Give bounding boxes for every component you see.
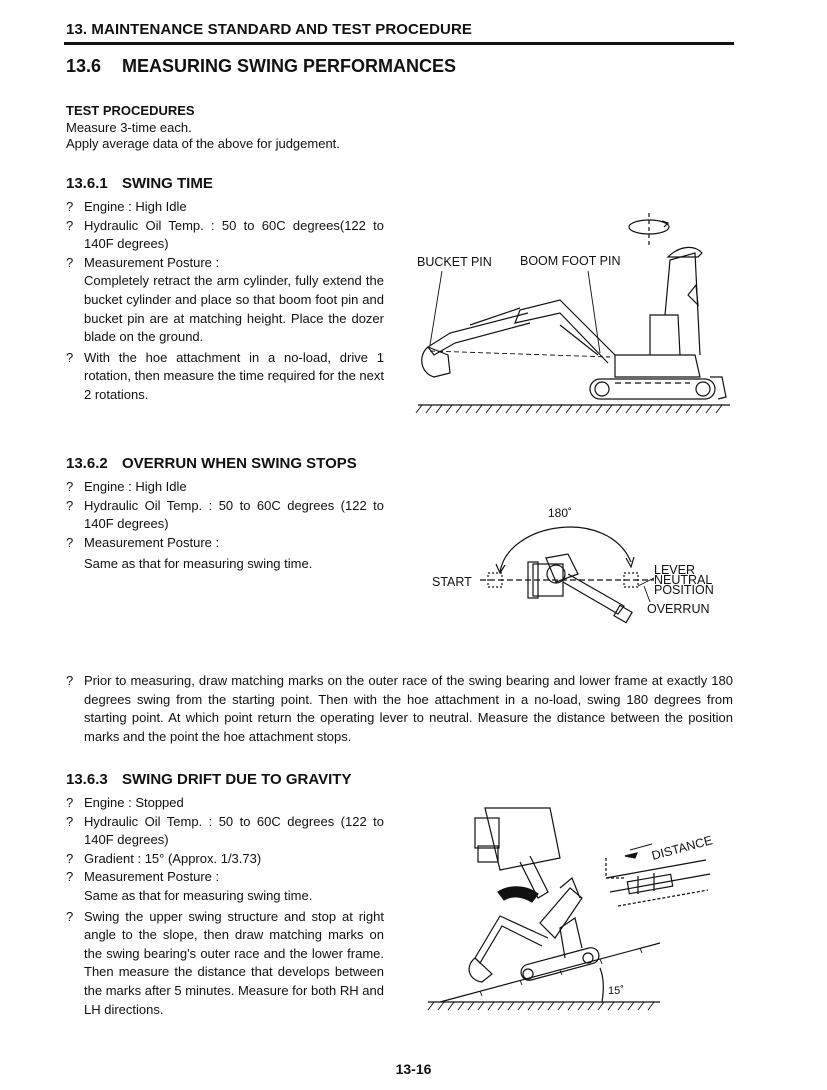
ground-hatch <box>416 405 722 413</box>
subsection-number: 13.6.3 <box>66 771 108 788</box>
overrun-note <box>66 672 733 746</box>
list-item-text: Measurement Posture : <box>84 254 220 270</box>
test-procedures-line: Apply average data of the above for judgement. <box>66 136 340 151</box>
list-item <box>66 497 384 534</box>
canopy <box>665 253 700 355</box>
label-start: START <box>432 575 472 589</box>
list-item <box>66 198 384 217</box>
subsection-title-overrun <box>66 455 357 472</box>
swing-time-figure <box>410 205 740 430</box>
list-item-text: Measurement Posture : <box>84 869 220 885</box>
leader-bucket-pin <box>430 271 442 345</box>
label-boom-foot-pin: BOOM FOOT PIN <box>520 254 621 268</box>
swing-arc <box>500 527 631 572</box>
list-item <box>66 868 384 887</box>
arm <box>475 916 548 963</box>
list-item <box>66 908 384 1020</box>
ground-hatch <box>428 1002 654 1010</box>
list-item-text: Engine : Stopped <box>84 795 184 810</box>
section-title <box>66 56 456 77</box>
bullet-marker: ? <box>66 908 74 924</box>
overrun-figure <box>428 502 728 632</box>
rotation-symbol <box>629 213 669 247</box>
bullet-marker: ? <box>66 869 74 885</box>
drift-list <box>66 794 384 1019</box>
subsection-title-text: OVERRUN WHEN SWING STOPS <box>122 455 357 472</box>
list-item <box>66 534 384 553</box>
swing-arrow <box>498 887 538 902</box>
subsection-number: 13.6.1 <box>66 175 108 192</box>
list-item-text: Hydraulic Oil Temp. : 50 to 60C degrees(122 to 140F degrees) <box>84 217 384 252</box>
list-item <box>66 672 733 746</box>
arm <box>428 313 530 355</box>
label-180: 180˚ <box>548 506 573 520</box>
overrun-list <box>66 478 384 574</box>
label-overrun: OVERRUN <box>647 602 710 616</box>
subsection-title-text: SWING DRIFT DUE TO GRAVITY <box>122 771 352 788</box>
bullet-marker: ? <box>66 349 74 365</box>
label-distance: DISTANCE <box>650 833 714 863</box>
list-item <box>66 217 384 254</box>
list-item <box>66 850 384 869</box>
track <box>519 946 600 982</box>
upper-body <box>615 355 700 377</box>
list-item-text: Measurement Posture : <box>84 534 220 550</box>
bullet-marker: ? <box>66 850 74 866</box>
list-item <box>66 794 384 813</box>
bullet-marker: ? <box>66 795 74 810</box>
bullet-marker: ? <box>66 254 74 270</box>
subsection-number: 13.6.2 <box>66 455 108 472</box>
slope-line <box>440 943 660 1002</box>
posture-text: Same as that for measuring swing time. <box>84 556 313 572</box>
section-title-text: MEASURING SWING PERFORMANCES <box>122 56 457 76</box>
list-item <box>66 813 384 850</box>
label-lever-3: POSITION <box>654 583 714 597</box>
track-wheel <box>595 382 609 396</box>
subsection-title-swing-time <box>66 175 213 192</box>
list-item-text: Hydraulic Oil Temp. : 50 to 60C degrees (122 to 140F degrees) <box>84 497 384 532</box>
bullet-marker: ? <box>66 199 74 214</box>
subsection-title-drift <box>66 771 351 788</box>
label-bucket-pin: BUCKET PIN <box>417 255 492 269</box>
list-item-text: Swing the upper swing structure and stop at right angle to the slope, then draw matching marks on the swing bearing's outer race and the lower frame. Then measure the distance that develops between the marks after 5 minutes. Measure for both RH and LH directions. <box>84 908 384 1017</box>
bullet-marker: ? <box>66 813 74 829</box>
slope-angle-arc <box>600 968 603 1002</box>
test-procedures-title: TEST PROCEDURES <box>66 103 195 118</box>
header-rule <box>64 42 734 45</box>
bullet-marker: ? <box>66 497 74 513</box>
leader-boom-foot-pin <box>588 271 600 353</box>
label-lever-2: NEUTRAL <box>654 573 713 587</box>
posture-text: Same as that for measuring swing time. <box>84 887 313 903</box>
label-lever-1: LEVER <box>654 563 695 577</box>
bullet-marker: ? <box>66 534 74 550</box>
list-item-text: Engine : High Idle <box>84 199 187 214</box>
swing-time-list <box>66 198 384 405</box>
bucket <box>422 347 450 377</box>
section-number: 13.6 <box>66 56 102 76</box>
upper-structure <box>485 808 560 870</box>
list-item-text: Engine : High Idle <box>84 479 187 494</box>
list-item-text: With the hoe attachment in a no-load, drive 1 rotation, then measure the time required for the next 2 rotations. <box>84 349 384 402</box>
track-wheel <box>696 382 710 396</box>
boom <box>515 300 615 363</box>
page-number: 13-16 <box>395 1061 432 1077</box>
subsection-title-text: SWING TIME <box>122 175 213 192</box>
bullet-marker: ? <box>66 217 74 233</box>
drift-figure <box>420 798 730 1023</box>
test-procedures-line: Measure 3-time each. <box>66 120 192 135</box>
chapter-header: 13. MAINTENANCE STANDARD AND TEST PROCEDURE <box>66 21 472 38</box>
list-item <box>66 478 384 497</box>
posture-text: Completely retract the arm cylinder, fully extend the bucket cylinder and place so that boom foot pin and bucket pin are at matching height. Place the dozer blade on the ground. <box>84 273 384 345</box>
list-item <box>66 254 384 273</box>
list-item-text: Prior to measuring, draw matching marks on the outer race of the swing bearing and lower frame at exactly 180 degrees swing from the starting point. Then with the hoe attachment in a no-load, swing 180 degrees from starting point. At which point return the operating lever to neutral. Measure the distance between the position marks and the point the hoe attachment stops. <box>84 673 733 744</box>
list-item-text: Gradient : 15° (Approx. 1/3.73) <box>84 850 262 866</box>
list-item-text: Hydraulic Oil Temp. : 50 to 60C degrees (122 to 140F degrees) <box>84 813 384 848</box>
list-item <box>66 349 384 405</box>
bullet-marker: ? <box>66 479 74 494</box>
bullet-marker: ? <box>66 673 74 688</box>
label-15: 15˚ <box>608 985 624 997</box>
